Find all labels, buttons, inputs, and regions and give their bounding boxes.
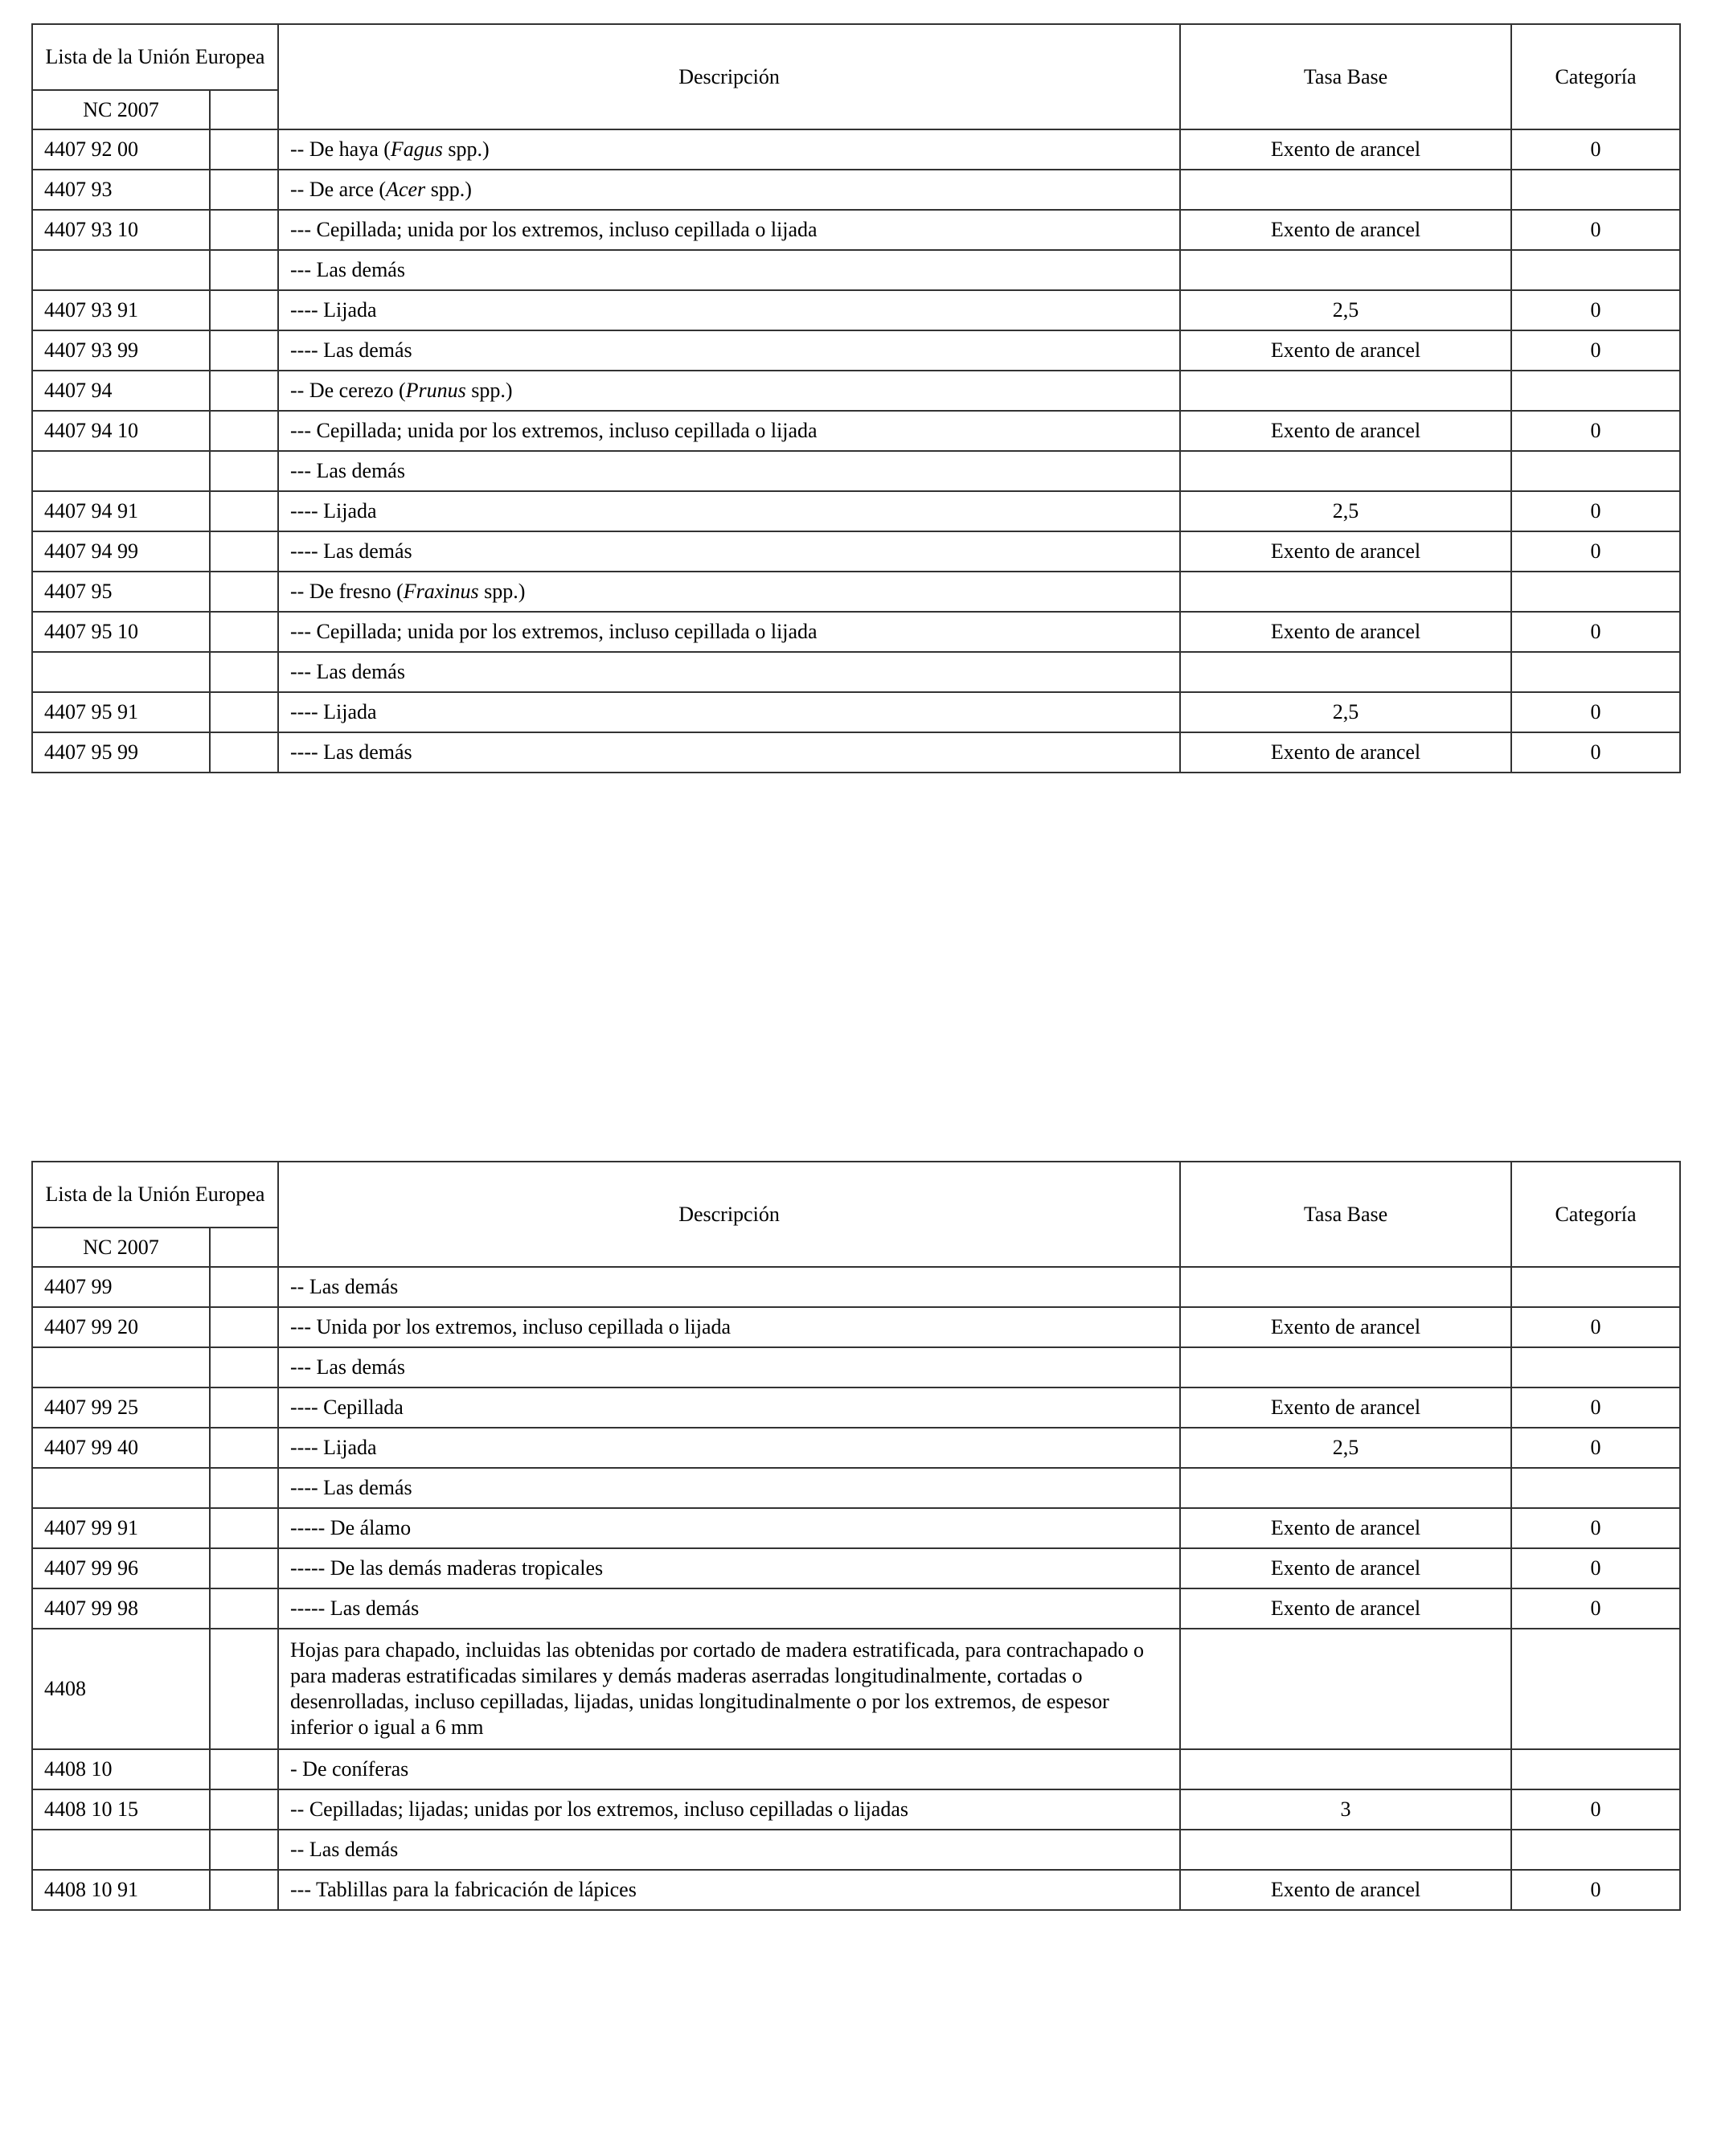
table-row [32, 1749, 1680, 1789]
category-cell [1511, 250, 1680, 290]
nc-code-cell [32, 250, 210, 290]
nc-code-cell: 4407 95 10 [32, 612, 210, 652]
base-rate-cell: Exento de arancel [1180, 1387, 1511, 1428]
blank-cell [210, 451, 278, 491]
description-cell [278, 290, 1180, 330]
description-cell: --- Tablillas para la fabricación de lápices [278, 1870, 1180, 1910]
blank-cell [210, 1468, 278, 1508]
nc-code-cell: 4407 95 [32, 572, 210, 612]
blank-cell [210, 1789, 278, 1830]
table-row [32, 371, 1680, 411]
category-cell [1511, 1830, 1680, 1870]
nc-code-cell: 4408 10 15 [32, 1789, 210, 1830]
description-text: ---- Lijada [290, 499, 377, 523]
base-rate-cell [1180, 1629, 1511, 1749]
nc-code-cell: 4407 93 10 [32, 210, 210, 250]
category-cell [1511, 652, 1680, 692]
description-text: ---- Lijada [290, 298, 377, 322]
blank-cell [210, 1508, 278, 1548]
base-rate-cell [1180, 1749, 1511, 1789]
description-cell [278, 732, 1180, 773]
description-cell [278, 612, 1180, 652]
description-text: --- Cepillada; unida por los extremos, incluso cepillada o lijada [290, 419, 818, 442]
category-cell: 0 [1511, 290, 1680, 330]
nc-code-cell: 4407 99 98 [32, 1588, 210, 1629]
nc-code-cell: 4407 94 91 [32, 491, 210, 531]
category-cell: 0 [1511, 692, 1680, 732]
description-text: --- Las demás [290, 459, 405, 482]
table-row [32, 330, 1680, 371]
base-rate-cell [1180, 170, 1511, 210]
description-cell [278, 330, 1180, 371]
nc-code-cell: 4407 99 20 [32, 1307, 210, 1347]
tariff-table-1-rows [32, 129, 1680, 773]
description-cell [278, 652, 1180, 692]
category-cell [1511, 371, 1680, 411]
table-row [32, 1428, 1680, 1468]
description-cell [278, 170, 1180, 210]
nc-code-cell: 4407 94 99 [32, 531, 210, 572]
base-rate-cell [1180, 572, 1511, 612]
table-row [32, 210, 1680, 250]
list-header: Lista de la Unión Europea [32, 1162, 278, 1228]
category-header: Categoría [1511, 24, 1680, 129]
base-rate-cell [1180, 652, 1511, 692]
table-row [32, 129, 1680, 170]
description-cell: --- Unida por los extremos, incluso cepillada o lijada [278, 1307, 1180, 1347]
base-rate-cell [1180, 1830, 1511, 1870]
table-row [32, 692, 1680, 732]
category-cell: 0 [1511, 1789, 1680, 1830]
category-cell [1511, 1347, 1680, 1387]
category-cell [1511, 1749, 1680, 1789]
description-text: ---- Las demás [290, 740, 412, 764]
category-cell [1511, 451, 1680, 491]
blank-cell [210, 612, 278, 652]
category-cell: 0 [1511, 1307, 1680, 1347]
table-row [32, 1387, 1680, 1428]
category-cell: 0 [1511, 330, 1680, 371]
description-header: Descripción [278, 24, 1180, 129]
blank-cell [210, 290, 278, 330]
nc-code-cell: 4407 95 91 [32, 692, 210, 732]
table-row [32, 1468, 1680, 1508]
description-text: ---- Las demás [290, 539, 412, 563]
category-cell: 0 [1511, 129, 1680, 170]
category-cell: 0 [1511, 1508, 1680, 1548]
nc-code-cell: 4407 93 99 [32, 330, 210, 371]
table-row [32, 1588, 1680, 1629]
description-cell: ---- Las demás [278, 1468, 1180, 1508]
category-cell: 0 [1511, 1428, 1680, 1468]
tariff-table-2 [31, 1161, 1681, 1911]
table-row [32, 652, 1680, 692]
description-cell: -- Cepilladas; lijadas; unidas por los extremos, incluso cepilladas o lijadas [278, 1789, 1180, 1830]
blank-cell [210, 1629, 278, 1749]
base-rate-cell: 2,5 [1180, 491, 1511, 531]
table-row [32, 1267, 1680, 1307]
base-rate-cell [1180, 371, 1511, 411]
base-rate-cell: Exento de arancel [1180, 330, 1511, 371]
blank-cell [210, 1548, 278, 1588]
nc-header-blank [210, 1228, 278, 1267]
base-rate-cell [1180, 451, 1511, 491]
species-name: Fraxinus [403, 580, 479, 603]
table-row [32, 1347, 1680, 1387]
table-row [32, 732, 1680, 773]
blank-cell [210, 572, 278, 612]
species-name: Prunus [405, 379, 466, 402]
base-rate-cell: Exento de arancel [1180, 1508, 1511, 1548]
blank-cell [210, 652, 278, 692]
description-cell [278, 692, 1180, 732]
nc-code-cell: 4407 99 25 [32, 1387, 210, 1428]
base-rate-cell: Exento de arancel [1180, 129, 1511, 170]
blank-cell [210, 411, 278, 451]
nc-code-cell: 4407 93 [32, 170, 210, 210]
header-row [32, 24, 1680, 90]
blank-cell [210, 1387, 278, 1428]
table-row [32, 1830, 1680, 1870]
table-row [32, 1629, 1680, 1749]
nc-code-cell [32, 652, 210, 692]
description-cell: ----- Las demás [278, 1588, 1180, 1629]
description-cell: Hojas para chapado, incluidas las obtenidas por cortado de madera estratificada, para contrachapado o para maderas estratificadas similares y demás maderas aserradas longitudinalmente, cortadas o desenrolladas, incluso cepilladas, lijadas, unidas longitudinalmente o por los extremos, de espesor inferior o igual a 6 mm [278, 1629, 1180, 1749]
base-rate-header: Tasa Base [1180, 24, 1511, 129]
base-rate-cell: 2,5 [1180, 290, 1511, 330]
blank-cell [210, 1749, 278, 1789]
nc-code-cell [32, 1347, 210, 1387]
nc-code-cell [32, 1830, 210, 1870]
description-header: Descripción [278, 1162, 1180, 1267]
description-text: --- Las demás [290, 660, 405, 683]
description-text: ---- Las demás [290, 338, 412, 362]
blank-cell [210, 692, 278, 732]
nc-code-cell: 4407 94 [32, 371, 210, 411]
description-cell [278, 411, 1180, 451]
category-cell: 0 [1511, 411, 1680, 451]
tariff-table-2-body [32, 1162, 1680, 1267]
description-cell [278, 451, 1180, 491]
description-text: -- De haya ( [290, 137, 391, 161]
base-rate-header: Tasa Base [1180, 1162, 1511, 1267]
blank-cell [210, 732, 278, 773]
nc-code-cell [32, 451, 210, 491]
table-row [32, 1870, 1680, 1910]
nc-code-cell: 4408 10 91 [32, 1870, 210, 1910]
base-rate-cell: 2,5 [1180, 692, 1511, 732]
nc-code-cell: 4407 99 96 [32, 1548, 210, 1588]
tariff-table-1 [31, 23, 1681, 773]
category-cell: 0 [1511, 210, 1680, 250]
description-cell [278, 572, 1180, 612]
header-row [32, 1162, 1680, 1228]
category-cell: 0 [1511, 1588, 1680, 1629]
table-row [32, 250, 1680, 290]
description-cell: ---- Cepillada [278, 1387, 1180, 1428]
blank-cell [210, 1428, 278, 1468]
base-rate-cell: Exento de arancel [1180, 1548, 1511, 1588]
base-rate-cell: Exento de arancel [1180, 210, 1511, 250]
table-row [32, 612, 1680, 652]
description-text: -- De fresno ( [290, 580, 404, 603]
category-cell: 0 [1511, 531, 1680, 572]
description-cell: -- Las demás [278, 1267, 1180, 1307]
base-rate-cell: 2,5 [1180, 1428, 1511, 1468]
blank-cell [210, 129, 278, 170]
category-cell [1511, 1468, 1680, 1508]
table-row [32, 1548, 1680, 1588]
category-cell: 0 [1511, 732, 1680, 773]
nc-code-cell: 4408 10 [32, 1749, 210, 1789]
category-header: Categoría [1511, 1162, 1680, 1267]
blank-cell [210, 491, 278, 531]
description-cell [278, 210, 1180, 250]
description-text-suffix: spp.) [442, 137, 490, 161]
blank-cell [210, 210, 278, 250]
category-cell [1511, 1267, 1680, 1307]
base-rate-cell: Exento de arancel [1180, 1588, 1511, 1629]
list-header: Lista de la Unión Europea [32, 24, 278, 90]
category-cell [1511, 170, 1680, 210]
blank-cell [210, 1870, 278, 1910]
table-row [32, 170, 1680, 210]
description-text-suffix: spp.) [465, 379, 513, 402]
nc-code-cell [32, 1468, 210, 1508]
table-row [32, 1789, 1680, 1830]
table-row [32, 451, 1680, 491]
description-text: --- Cepillada; unida por los extremos, incluso cepillada o lijada [290, 620, 818, 643]
blank-cell [210, 371, 278, 411]
base-rate-cell: 3 [1180, 1789, 1511, 1830]
table-row [32, 572, 1680, 612]
base-rate-cell: Exento de arancel [1180, 1870, 1511, 1910]
table-row [32, 290, 1680, 330]
description-cell: ----- De las demás maderas tropicales [278, 1548, 1180, 1588]
blank-cell [210, 1830, 278, 1870]
blank-cell [210, 330, 278, 371]
description-text: -- De cerezo ( [290, 379, 406, 402]
base-rate-cell [1180, 250, 1511, 290]
table-row [32, 491, 1680, 531]
nc-code-cell: 4407 99 91 [32, 1508, 210, 1548]
tariff-table-1-body [32, 24, 1680, 129]
blank-cell [210, 1267, 278, 1307]
category-cell [1511, 572, 1680, 612]
description-text: --- Cepillada; unida por los extremos, incluso cepillada o lijada [290, 218, 818, 241]
nc-code-cell: 4407 95 99 [32, 732, 210, 773]
description-cell: - De coníferas [278, 1749, 1180, 1789]
category-cell: 0 [1511, 1387, 1680, 1428]
blank-cell [210, 531, 278, 572]
base-rate-cell [1180, 1267, 1511, 1307]
nc-code-cell: 4407 92 00 [32, 129, 210, 170]
base-rate-cell [1180, 1468, 1511, 1508]
table-row [32, 411, 1680, 451]
nc-code-cell: 4407 99 40 [32, 1428, 210, 1468]
description-cell [278, 531, 1180, 572]
table-row [32, 1307, 1680, 1347]
base-rate-cell: Exento de arancel [1180, 1307, 1511, 1347]
description-text-suffix: spp.) [478, 580, 526, 603]
description-cell [278, 371, 1180, 411]
nc-code-cell: 4407 99 [32, 1267, 210, 1307]
blank-cell [210, 250, 278, 290]
description-cell [278, 129, 1180, 170]
nc-code-cell: 4407 93 91 [32, 290, 210, 330]
blank-cell [210, 1588, 278, 1629]
description-cell [278, 250, 1180, 290]
base-rate-cell [1180, 1347, 1511, 1387]
nc-header-blank [210, 90, 278, 129]
description-cell: ----- De álamo [278, 1508, 1180, 1548]
blank-cell [210, 1307, 278, 1347]
category-cell [1511, 1629, 1680, 1749]
description-text: -- De arce ( [290, 178, 387, 201]
species-name: Fagus [390, 137, 443, 161]
table-row [32, 531, 1680, 572]
description-text-suffix: spp.) [425, 178, 472, 201]
blank-cell [210, 1347, 278, 1387]
base-rate-cell: Exento de arancel [1180, 531, 1511, 572]
blank-cell [210, 170, 278, 210]
description-cell: ---- Lijada [278, 1428, 1180, 1468]
category-cell: 0 [1511, 1870, 1680, 1910]
description-cell: --- Las demás [278, 1347, 1180, 1387]
species-name: Acer [386, 178, 426, 201]
description-cell [278, 491, 1180, 531]
table-row [32, 1508, 1680, 1548]
base-rate-cell: Exento de arancel [1180, 732, 1511, 773]
description-text: --- Las demás [290, 258, 405, 281]
base-rate-cell: Exento de arancel [1180, 612, 1511, 652]
description-cell: -- Las demás [278, 1830, 1180, 1870]
category-cell: 0 [1511, 612, 1680, 652]
category-cell: 0 [1511, 491, 1680, 531]
nc-code-cell: 4407 94 10 [32, 411, 210, 451]
nc-header: NC 2007 [32, 90, 210, 129]
base-rate-cell: Exento de arancel [1180, 411, 1511, 451]
nc-code-cell: 4408 [32, 1629, 210, 1749]
description-text: ---- Lijada [290, 700, 377, 723]
nc-header: NC 2007 [32, 1228, 210, 1267]
tariff-table-2-rows [32, 1267, 1680, 1910]
category-cell: 0 [1511, 1548, 1680, 1588]
